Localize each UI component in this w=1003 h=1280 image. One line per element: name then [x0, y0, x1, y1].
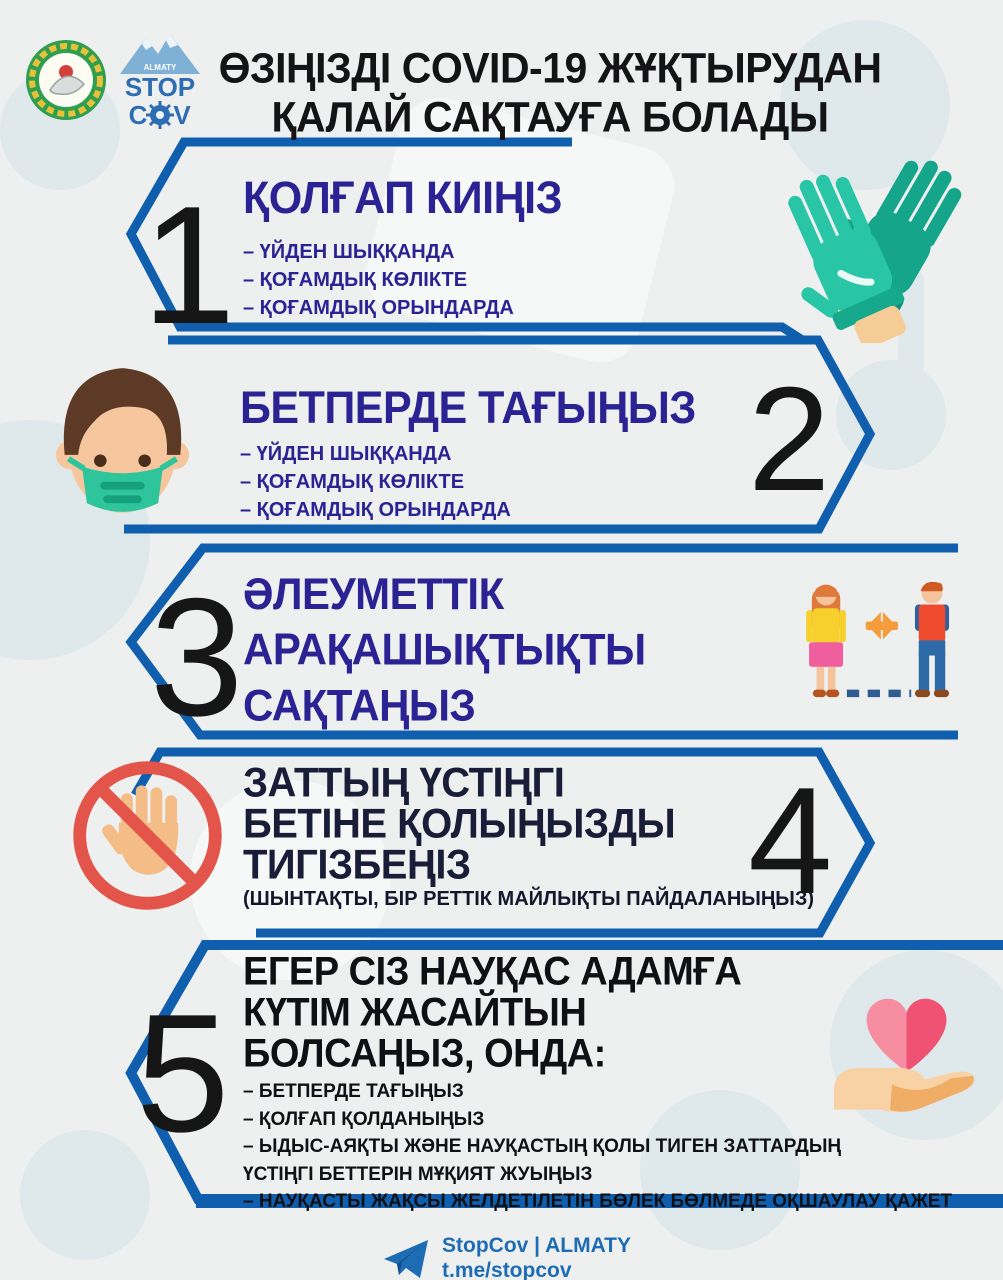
bullet-item: – ҚОҒАМДЫҚ ОРЫНДАРДА — [243, 297, 514, 319]
section4-title: ЗАТТЫҢ ҮСТІҢГІ БЕТІНЕ ҚОЛЫҢЫЗДЫ ТИГІЗБЕҢІЗ — [243, 759, 676, 888]
page-title-line1: ӨЗІҢІЗДІ COVID-19 ЖҰҚТЫРУДАН — [218, 44, 882, 92]
section1-title: ҚОЛҒАП КИІҢІЗ — [243, 173, 563, 224]
section2-title: БЕТПЕРДЕ ТАҒЫҢЫЗ — [240, 383, 696, 434]
bullet-item: – ҚОЛҒАП ҚОЛДАНЫҢЫЗ — [243, 1108, 485, 1130]
almaty-emblem-icon — [24, 38, 108, 122]
bullet-item: – ҚОҒАМДЫҚ ОРЫНДАРДА — [240, 499, 511, 521]
section4-note: (ШЫНТАҚТЫ, БІР РЕТТІК МАЙЛЫҚТЫ ПАЙДАЛАНЫҢЫЗ) — [243, 888, 815, 910]
bullet-item: – ҮЙДЕН ШЫҚҚАНДА — [243, 241, 455, 263]
step-number-1: 1 — [142, 171, 236, 359]
care-heart-hand-icon — [832, 970, 982, 1133]
bullet-item: – ҚОҒАМДЫҚ КӨЛІКТЕ — [243, 269, 468, 291]
step-number-5: 5 — [136, 979, 230, 1167]
background-blob — [20, 1130, 150, 1260]
page-title — [170, 44, 930, 142]
section1-bullets — [243, 238, 514, 322]
page-title-line2: ҚАЛАЙ САҚТАУҒА БОЛАДЫ — [271, 93, 829, 141]
bullet-item: – ҚОҒАМДЫҚ КӨЛІКТЕ — [240, 471, 465, 493]
social-distance-icon — [792, 572, 967, 705]
masked-face-icon — [55, 358, 190, 521]
bullet-item: ҮСТІҢГІ БЕТТЕРІН МҰҚИЯТ ЖУЫҢЫЗ — [243, 1163, 593, 1185]
stopcov-stop-text: STOP — [124, 72, 196, 102]
footer-line1: StopCov | ALMATY — [442, 1234, 632, 1257]
section5-title: ЕГЕР СІЗ НАУҚАС АДАМҒА КҮТІМ ЖАСАЙТЫН БОЛСАҢЫЗ, ОНДА: — [243, 949, 742, 1076]
no-touch-icon — [62, 750, 234, 922]
bullet-item: – БЕТПЕРДЕ ТАҒЫҢЫЗ — [243, 1081, 464, 1102]
svg-text:C: C — [128, 100, 148, 130]
step-number-3: 3 — [150, 563, 244, 751]
section2-bullets — [240, 440, 511, 524]
section3-title: ӘЛЕУМЕТТІК АРАҚАШЫҚТЫҚТЫ САҚТАҢЫЗ — [243, 569, 646, 730]
step-number-2: 2 — [748, 357, 831, 522]
svg-text:V: V — [173, 100, 191, 130]
footer-channel-info — [442, 1233, 631, 1280]
bullet-item: – НАУҚАСТЫ ЖАҚСЫ ЖЕЛДЕТІЛЕТІН БӨЛЕК БӨЛМЕДЕ ОҚШАУЛАУ ҚАЖЕТ — [243, 1191, 953, 1212]
footer-line2: t.me/stopcov — [442, 1259, 572, 1280]
gloves-icon — [768, 143, 973, 343]
background-blob — [836, 360, 946, 470]
stopcov-mountain-text: ALMATY — [143, 63, 177, 72]
telegram-icon — [382, 1237, 430, 1280]
step-number-4: 4 — [748, 756, 833, 926]
bullet-item: – ҮЙДЕН ШЫҚҚАНДА — [240, 443, 452, 465]
bullet-item: – ЫДЫС-АЯҚТЫ ЖӘНЕ НАУҚАСТЫҢ ҚОЛЫ ТИГЕН ЗАТТАРДЫҢ — [243, 1136, 842, 1157]
